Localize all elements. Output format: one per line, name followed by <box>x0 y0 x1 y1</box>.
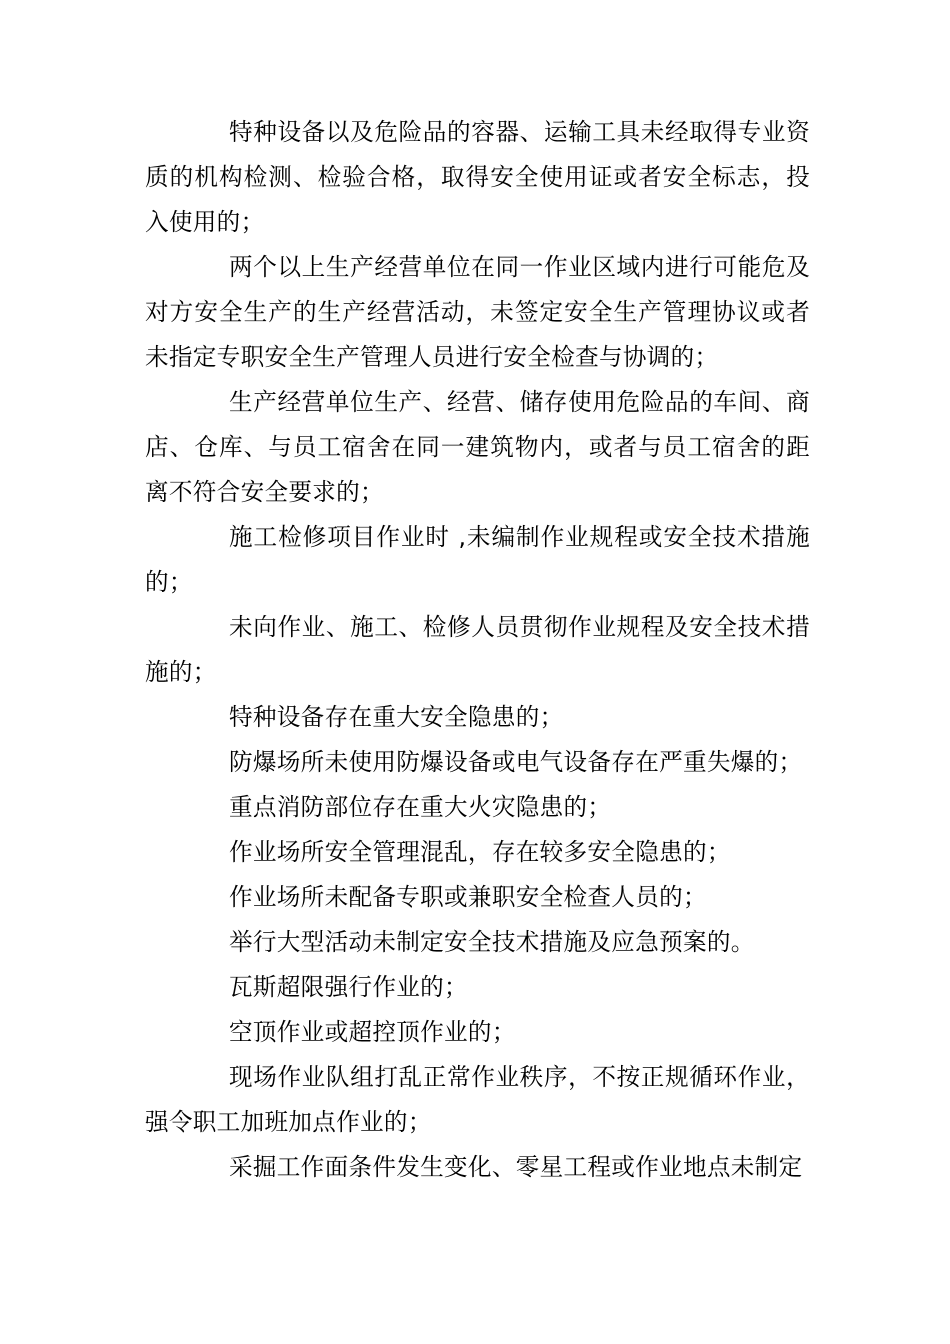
paragraph-10: 作业场所未配备专职或兼职安全检查人员的； <box>229 883 707 911</box>
paragraph-1: 特种设备以及危险品的容器、运输工具未经取得专业资质的机构检测、检验合格，取得安全使用证或者安全标志，投入使用的； <box>145 118 810 236</box>
paragraph-8: 重点消防部位存在重大火灾隐患的； <box>229 793 612 821</box>
paragraph-5: 未向作业、施工、检修人员贯彻作业规程及安全技术措施的； <box>145 613 810 686</box>
paragraph-12: 瓦斯超限强行作业的； <box>229 973 468 1001</box>
paragraph-7: 防爆场所未使用防爆设备或电气设备存在严重失爆的； <box>229 748 803 776</box>
paragraph-15: 采掘工作面条件发生变化、零星工程或作业地点未制定 <box>229 1153 803 1181</box>
paragraph-14: 现场作业队组打乱正常作业秩序，不按正规循环作业，强令职工加班加点作业的； <box>145 1063 810 1136</box>
paragraph-11: 举行大型活动未制定安全技术措施及应急预案的。 <box>229 928 755 956</box>
paragraph-4: 施工检修项目作业时 ,未编制作业规程或安全技术措施的； <box>145 523 810 596</box>
paragraph-2: 两个以上生产经营单位在同一作业区域内进行可能危及对方安全生产的生产经营活动，未签定安全生产管理协议或者未指定专职安全生产管理人员进行安全检查与协调的； <box>145 253 810 371</box>
paragraph-13: 空顶作业或超控顶作业的； <box>229 1018 516 1046</box>
paragraph-6: 特种设备存在重大安全隐患的； <box>229 703 564 731</box>
paragraph-3: 生产经营单位生产、经营、储存使用危险品的车间、商店、仓库、与员工宿舍在同一建筑物内，或者与员工宿舍的距离不符合安全要求的； <box>145 388 810 506</box>
document-body <box>145 110 810 1190</box>
paragraph-9: 作业场所安全管理混乱，存在较多安全隐患的； <box>229 838 731 866</box>
